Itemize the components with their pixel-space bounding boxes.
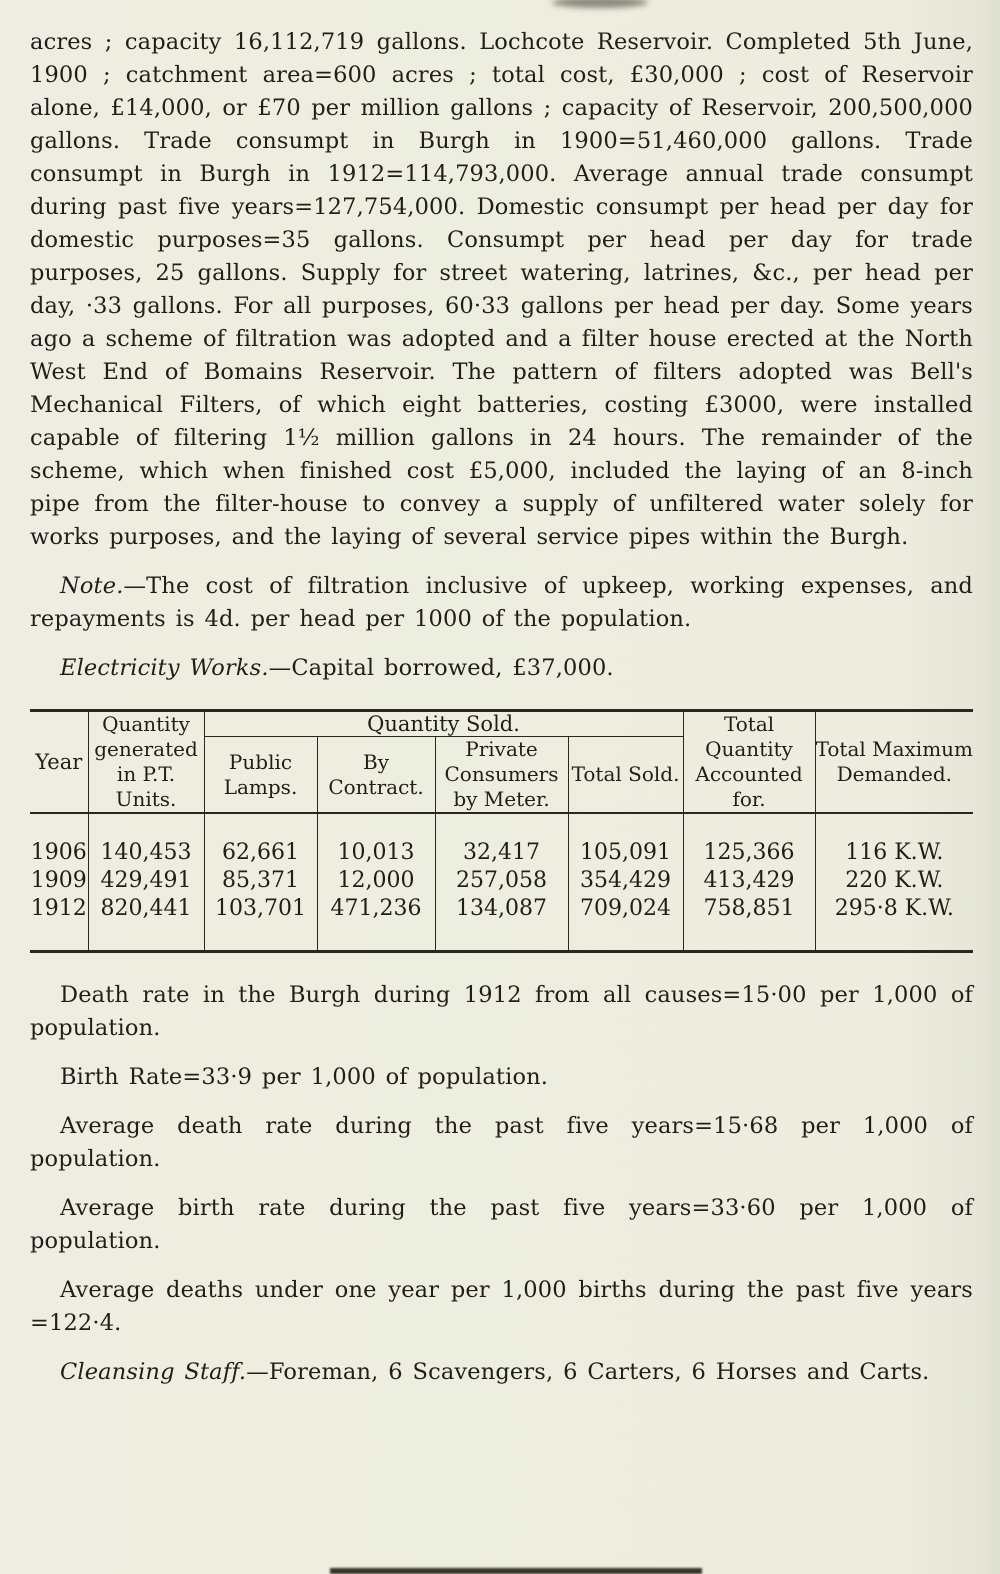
table-header <box>30 711 973 814</box>
paragraph-avg-death-rate: Average death rate during the past five years=15·68 per 1,000 of population. <box>30 1113 973 1172</box>
table-row <box>30 867 973 895</box>
cell-total-sold: 105,091 <box>568 813 683 867</box>
cell-year: 1912 <box>30 896 87 921</box>
cell-generated: 820,441 <box>88 895 204 952</box>
cell-generated: 140,453 <box>88 813 204 867</box>
cell-year: 1909 <box>30 868 87 893</box>
cell-private-consumers: 257,058 <box>435 867 568 895</box>
paragraph-note <box>30 570 973 636</box>
cell-max-demanded: 116 K.W. <box>815 813 973 867</box>
cell-generated: 429,491 <box>88 867 204 895</box>
cell-accounted: 758,851 <box>683 895 815 952</box>
header-total-accounted: Total Quantity Accounted for. <box>683 711 815 814</box>
electricity-works-label: Electricity Works. <box>60 655 269 681</box>
cell-by-contract: 12,000 <box>317 867 435 895</box>
cell-max-demanded: 295·8 K.W. <box>815 895 973 952</box>
paragraph-cleansing-staff <box>30 1356 973 1389</box>
paragraph-death-rate: Death rate in the Burgh during 1912 from all causes=15·00 per 1,000 of population. <box>30 982 973 1041</box>
paragraph-avg-birth-rate: Average birth rate during the past five years=33·60 per 1,000 of population. <box>30 1195 973 1254</box>
table-row <box>30 895 973 952</box>
electricity-works-text: —Capital borrowed, £37,000. <box>268 655 614 681</box>
paragraph-electricity-works <box>30 652 973 685</box>
electricity-table <box>30 709 973 953</box>
cell-total-sold: 354,429 <box>568 867 683 895</box>
header-quantity-sold-group: Quantity Sold. <box>204 711 683 737</box>
paragraph-reservoir-details: acres ; capacity 16,112,719 gallons. Lochcote Reservoir. Completed 5th June, 1900 ; catchment area=600 acres ; total cost, £30,000 ; cost of Reservoir alone, £14,000, or £70 per million gallons ; capacity of Reservoir, 200,500,000 gallons. Trade consumpt in Burgh in 1900=51,460,000 gallons. Trade consumpt in Burgh in 1912=114,793,000. Average annual trade consumpt during past five years=127,754,000. Domestic consumpt per head per day for domestic purposes=35 gallons. Consumpt per head per day for trade purposes, 25 gallons. Supply for street watering, latrines, &c., per head per day, ·33 gallons. For all purposes, 60·33 gallons per head per day. Some years ago a scheme of filtration was adopted and a filter house erected at the North West End of Bomains Reservoir. The pattern of filters adopted was Bell's Mechanical Filters, of which eight batteries, costing £3000, were installed capable of filtering 1½ million gallons in 24 hours. The remainder of the scheme, which when finished cost £5,000, included the laying of an 8-inch pipe from the filter-house to convey a supply of unfiltered water solely for works purposes, and the laying of several service pipes within the Burgh. <box>30 29 973 550</box>
header-by-contract: By Contract. <box>317 737 435 814</box>
cell-public-lamps: 85,371 <box>204 867 317 895</box>
cell-private-consumers: 32,417 <box>435 813 568 867</box>
table-body <box>30 813 973 952</box>
cell-public-lamps: 103,701 <box>204 895 317 952</box>
header-private-consumers: Private Consumers by Meter. <box>435 737 568 814</box>
cell-accounted: 413,429 <box>683 867 815 895</box>
header-total-sold: Total Sold. <box>568 737 683 814</box>
cell-by-contract: 471,236 <box>317 895 435 952</box>
cell-accounted: 125,366 <box>683 813 815 867</box>
header-quantity-generated: Quantity generated in P.T. Units. <box>88 711 204 814</box>
paragraph-birth-rate: Birth Rate=33·9 per 1,000 of population. <box>60 1064 549 1090</box>
table-header-row-top <box>30 711 973 737</box>
header-year: Year <box>30 711 88 814</box>
cell-total-sold: 709,024 <box>568 895 683 952</box>
note-text: —The cost of filtration inclusive of upkeep, working expenses, and repayments is 4d. per head per 1000 of the population. <box>30 573 973 632</box>
table-row <box>30 813 973 867</box>
cleansing-staff-text: —Foreman, 6 Scavengers, 6 Carters, 6 Horses and Carts. <box>246 1359 930 1385</box>
scan-artifact-bottom-edge <box>330 1568 702 1574</box>
paragraph-infant-mortality: Average deaths under one year per 1,000 births during the past five years =122·4. <box>30 1277 973 1336</box>
cleansing-staff-label: Cleansing Staff. <box>60 1359 247 1385</box>
cell-public-lamps: 62,661 <box>204 813 317 867</box>
cell-private-consumers: 134,087 <box>435 895 568 952</box>
header-max-demanded: Total Maximum Demanded. <box>815 711 973 814</box>
note-label: Note. <box>60 573 124 599</box>
cell-by-contract: 10,013 <box>317 813 435 867</box>
cell-max-demanded: 220 K.W. <box>815 867 973 895</box>
cell-year: 1906 <box>30 840 87 865</box>
header-public-lamps: Public Lamps. <box>204 737 317 814</box>
